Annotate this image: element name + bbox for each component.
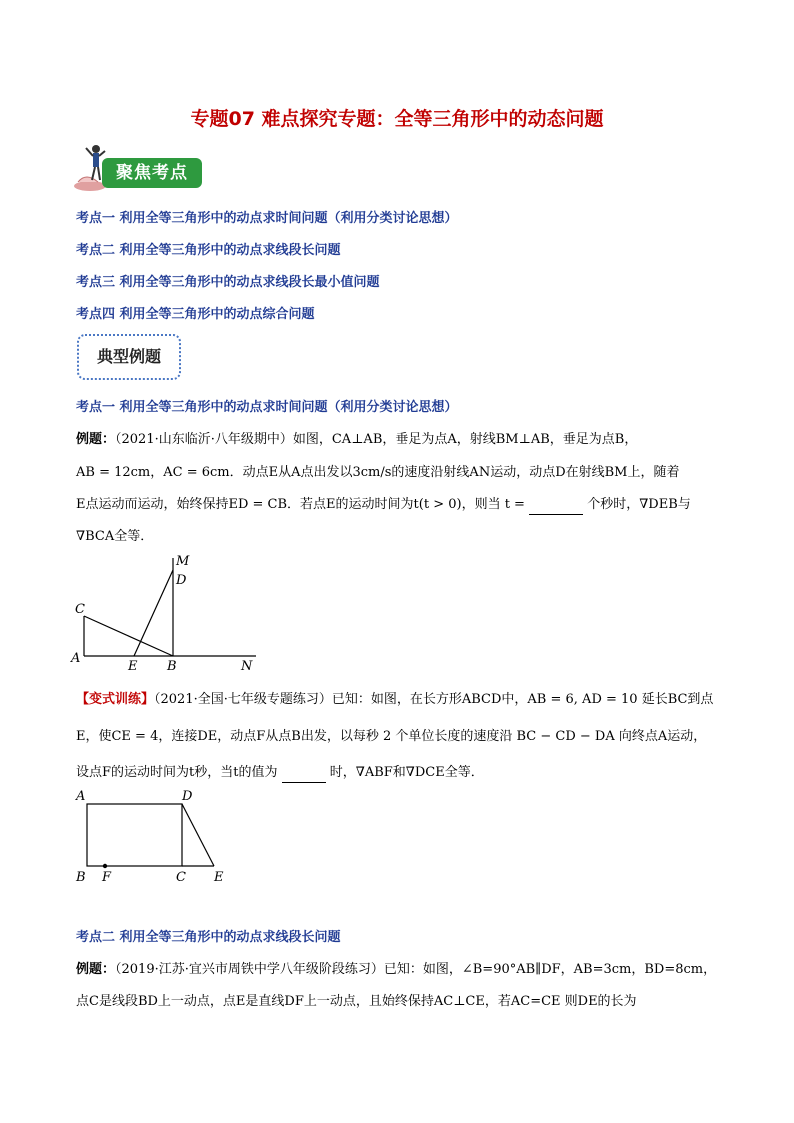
section2-line-1: 例题：（2019·江苏·宜兴市周铁中学八年级阶段练习）已知：如图，∠B=90°AB∥DF，AB=3cm，BD=8cm， bbox=[76, 962, 717, 977]
section1-heading: 考点一 利用全等三角形中的动点求时间问题（利用分类讨论思想） bbox=[76, 400, 458, 415]
section2-heading: 考点二 利用全等三角形中的动点求线段长问题 bbox=[76, 930, 341, 945]
label-B: B bbox=[167, 659, 177, 674]
variant-line-1: 【变式训练】（2021·全国·七年级专题练习）已知：如图，在长方形ABCD中，AB = 6, AD = 10 延长BC到点 bbox=[76, 692, 714, 707]
label-M: M bbox=[176, 554, 190, 569]
label-A2: A bbox=[76, 789, 86, 804]
example-label: 例题： bbox=[76, 432, 116, 447]
variant-line-3: 设点F的运动时间为t秒，当t的值为 时，∇ABF和∇DCE全等． bbox=[76, 764, 484, 783]
label-N: N bbox=[241, 659, 253, 674]
focus-badge-label: 聚焦考点 bbox=[102, 158, 202, 188]
kaodian-4: 考点四 利用全等三角形中的动点综合问题 bbox=[76, 307, 315, 322]
label-F2: F bbox=[102, 870, 112, 885]
section1-line-2: AB = 12cm，AC = 6cm．动点E从A点出发以3cm/s的速度沿射线AN运动，动点D在射线BM上，随着 bbox=[76, 465, 680, 480]
section1-line-1: 例题：（2021·山东临沂·八年级期中）如图，CA⊥AB，垂足为点A，射线BM⊥AB，垂足为点B， bbox=[76, 432, 638, 447]
label-C2: C bbox=[176, 870, 186, 885]
variant-label: 【变式训练】 bbox=[76, 692, 155, 707]
section1-line-4: ∇BCA全等． bbox=[76, 529, 154, 544]
section2-line-2: 点C是线段BD上一动点，点E是直线DF上一动点，且始终保持AC⊥CE，若AC=CE 则DE的长为 bbox=[76, 994, 637, 1009]
label-D2: D bbox=[182, 789, 193, 804]
label-E: E bbox=[128, 659, 138, 674]
label-A: A bbox=[71, 651, 81, 666]
kaodian-3: 考点三 利用全等三角形中的动点求线段长最小值问题 bbox=[76, 275, 380, 290]
label-E2: E bbox=[214, 870, 224, 885]
section1-line-3: E点运动而运动，始终保持ED = CB．若点E的运动时间为t(t > 0)，则当 t = 个秒时，∇DEB与 bbox=[76, 496, 691, 515]
variant-answer-blank[interactable] bbox=[282, 764, 326, 783]
answer-blank[interactable] bbox=[529, 496, 583, 515]
focus-badge bbox=[72, 142, 204, 194]
figure-1 bbox=[66, 550, 266, 675]
figure-2 bbox=[72, 786, 232, 886]
label-C: C bbox=[75, 602, 85, 617]
kaodian-2: 考点二 利用全等三角形中的动点求线段长问题 bbox=[76, 243, 341, 258]
kaodian-1: 考点一 利用全等三角形中的动点求时间问题（利用分类讨论思想） bbox=[76, 211, 458, 226]
variant-line-2: E，使CE = 4，连接DE，动点F从点B出发，以每秒 2 个单位长度的速度沿 BC − CD − DA 向终点A运动， bbox=[76, 729, 707, 744]
page-title: 专题07 难点探究专题：全等三角形中的动态问题 bbox=[190, 108, 604, 130]
example-label-2: 例题： bbox=[76, 962, 116, 977]
examples-badge: 典型例题 bbox=[77, 334, 181, 380]
label-B2: B bbox=[76, 870, 86, 885]
label-D: D bbox=[176, 573, 187, 588]
